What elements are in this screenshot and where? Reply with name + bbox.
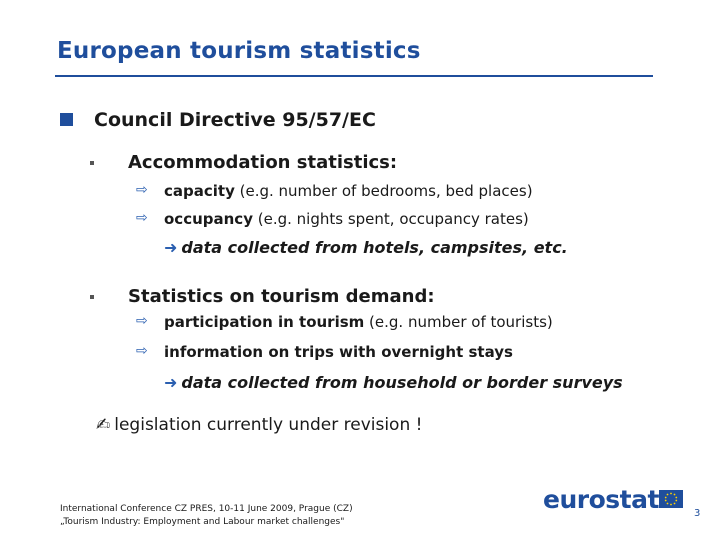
outline-arrow-icon: ⇨ <box>136 343 148 359</box>
square-bullet-icon <box>90 161 94 165</box>
list-item-text <box>164 210 529 228</box>
section-heading-text: Statistics on tourism demand: <box>128 286 435 307</box>
bold-right-arrow-icon: ➜ <box>164 238 178 257</box>
item-bold-text: occupancy <box>164 210 253 228</box>
item-bold-text: information on trips with overnight stays <box>164 343 513 361</box>
outline-arrow-icon: ⇨ <box>136 210 148 226</box>
item-detail-text: (e.g. number of bedrooms, bed places) <box>234 182 533 200</box>
section-heading-text: Accommodation statistics: <box>128 152 398 173</box>
footer-conference-info <box>60 503 353 529</box>
item-detail-text: (e.g. number of tourists) <box>364 313 553 331</box>
result-text: data collected from household or border surveys <box>181 373 623 392</box>
result-line <box>164 373 623 392</box>
item-bold-text: participation in tourism <box>164 313 365 331</box>
blue-square-bullet-icon <box>60 113 73 126</box>
revision-note <box>96 415 422 435</box>
list-item-text <box>164 313 553 331</box>
page-number: 3 <box>694 508 701 519</box>
list-item-text <box>164 343 513 361</box>
level1-text: Council Directive 95/57/EC <box>94 109 376 131</box>
list-item-text <box>164 182 533 200</box>
title-underline <box>55 75 653 77</box>
eurostat-logo <box>543 485 685 519</box>
outline-arrow-icon: ⇨ <box>136 182 148 198</box>
item-bold-text: capacity <box>164 182 235 200</box>
result-text: data collected from hotels, campsites, etc. <box>181 238 568 257</box>
outline-arrow-icon: ⇨ <box>136 313 148 329</box>
pencil-check-icon: ✍ <box>96 415 111 435</box>
note-text: legislation currently under revision ! <box>114 415 423 435</box>
item-detail-text: (e.g. nights spent, occupancy rates) <box>252 210 529 228</box>
slide-title: European tourism statistics <box>57 38 421 64</box>
footer-line-1: International Conference CZ PRES, 10-11 June 2009, Prague (CZ) <box>60 504 353 514</box>
result-line <box>164 238 568 257</box>
footer-line-2: „Tourism Industry: Employment and Labour market challenges" <box>60 517 345 527</box>
square-bullet-icon <box>90 295 94 299</box>
eu-flag-icon <box>659 490 683 508</box>
logo-wordmark: eurostat <box>543 485 659 514</box>
bold-right-arrow-icon: ➜ <box>164 373 178 392</box>
